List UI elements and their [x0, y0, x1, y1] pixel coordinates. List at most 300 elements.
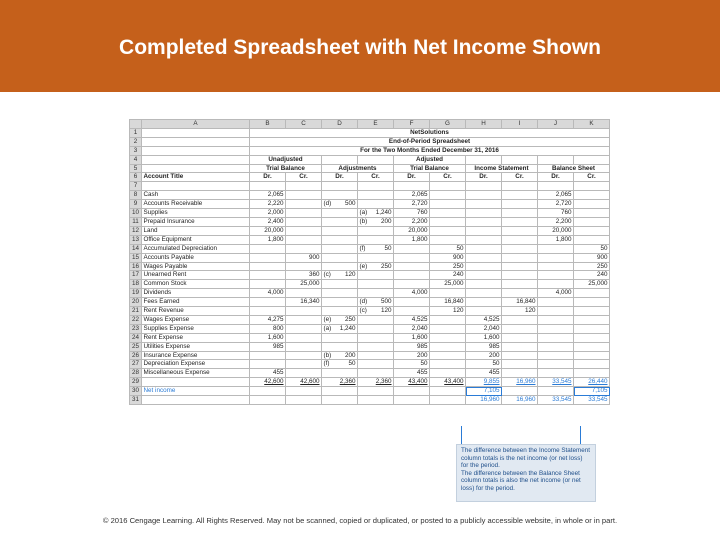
adj-credit	[358, 289, 394, 298]
blank-cell	[286, 396, 322, 405]
credit-header: Cr.	[430, 173, 466, 182]
is-debit: 200	[466, 351, 502, 360]
tb-debit: 2,400	[250, 217, 286, 226]
adj-credit-ref: (c)	[359, 307, 367, 315]
is-credit: 16,840	[502, 298, 538, 307]
atb-debit: 1,800	[394, 235, 430, 244]
is-debit	[466, 271, 502, 280]
account-row	[130, 271, 610, 280]
account-name: Rent Revenue	[142, 307, 250, 316]
atb-credit	[430, 315, 466, 324]
atb-credit	[430, 217, 466, 226]
blank-cell	[142, 137, 250, 146]
is-debit	[466, 307, 502, 316]
tb-debit	[250, 262, 286, 271]
adj-credit-ref: (f)	[359, 244, 366, 252]
tb-credit	[286, 289, 322, 298]
adj-credit	[358, 315, 394, 324]
row-number: 4	[130, 155, 142, 164]
atb-debit: 2,040	[394, 324, 430, 333]
is-debit	[466, 226, 502, 235]
account-row	[130, 280, 610, 289]
is-credit	[502, 360, 538, 369]
adj-credit	[358, 209, 394, 218]
bs-credit	[574, 307, 610, 316]
adj-credit	[358, 253, 394, 262]
account-row	[130, 307, 610, 316]
net-income-row	[130, 387, 610, 396]
is-credit	[502, 324, 538, 333]
row-number: 13	[130, 235, 142, 244]
total-adj-dr: 2,360	[322, 378, 358, 387]
adj-credit	[358, 280, 394, 289]
row-number: 16	[130, 262, 142, 271]
atb-debit: 1,600	[394, 333, 430, 342]
row-number: 14	[130, 244, 142, 253]
row-number: 15	[130, 253, 142, 262]
adj-credit	[358, 262, 394, 271]
bs-debit	[538, 298, 574, 307]
is-debit: 455	[466, 369, 502, 378]
net-income-label: Net income	[142, 387, 250, 396]
atb-debit	[394, 298, 430, 307]
is-debit: 985	[466, 342, 502, 351]
atb-debit: 4,525	[394, 315, 430, 324]
tb-credit	[286, 333, 322, 342]
bs-debit	[538, 351, 574, 360]
adj-credit	[358, 191, 394, 200]
row-number: 30	[130, 387, 142, 396]
tb-credit	[286, 315, 322, 324]
totals-row	[130, 378, 610, 387]
copyright-footer: © 2016 Cengage Learning. All Rights Reserved. May not be scanned, copied or duplicated, or posted to a publicly accessible website, in whole or in part.	[102, 516, 618, 525]
bs-debit	[538, 244, 574, 253]
blank-cell	[430, 396, 466, 405]
net-income-bs: 7,105	[574, 387, 610, 396]
account-row	[130, 200, 610, 209]
row-number: 24	[130, 333, 142, 342]
is-credit: 120	[502, 307, 538, 316]
atb-credit	[430, 200, 466, 209]
atb-credit	[430, 342, 466, 351]
final-is-dr: 16,960	[466, 396, 502, 405]
blank-cell	[466, 182, 502, 191]
bs-debit	[538, 333, 574, 342]
atb-debit: 2,200	[394, 217, 430, 226]
tb-credit	[286, 324, 322, 333]
bs-credit	[574, 369, 610, 378]
atb-credit: 25,000	[430, 280, 466, 289]
account-name: Rent Expense	[142, 333, 250, 342]
final-totals-row	[130, 396, 610, 405]
is-credit	[502, 200, 538, 209]
adj-credit	[358, 200, 394, 209]
blank-cell	[430, 387, 466, 396]
adj-debit	[322, 280, 358, 289]
total-tb-cr: 42,600	[286, 378, 322, 387]
row-number: 29	[130, 378, 142, 387]
column-letter: B	[250, 120, 286, 129]
adj-debit-ref: (e)	[323, 315, 332, 323]
is-credit	[502, 351, 538, 360]
adj-debit-ref: (c)	[323, 271, 331, 279]
row-number: 10	[130, 209, 142, 218]
row-number: 12	[130, 226, 142, 235]
title-row	[130, 137, 610, 146]
account-name: Insurance Expense	[142, 351, 250, 360]
adj-debit	[322, 235, 358, 244]
is-debit: 4,525	[466, 315, 502, 324]
row-number: 18	[130, 280, 142, 289]
tb-debit	[250, 244, 286, 253]
is-debit	[466, 253, 502, 262]
adj-debit-ref: (f)	[323, 360, 330, 368]
totals-label	[142, 378, 250, 387]
column-letter: H	[466, 120, 502, 129]
bs-debit: 20,000	[538, 226, 574, 235]
credit-header: Cr.	[574, 173, 610, 182]
blank-cell	[142, 155, 250, 164]
is-credit	[502, 333, 538, 342]
adj-debit	[322, 226, 358, 235]
bs-debit	[538, 271, 574, 280]
debit-header: Dr.	[394, 173, 430, 182]
adj-debit-value: 1,240	[339, 324, 356, 332]
callout-leader-line	[461, 426, 462, 444]
bs-debit	[538, 342, 574, 351]
adj-credit-value: 250	[380, 262, 392, 270]
adj-credit-ref: (e)	[359, 262, 368, 270]
row-number: 7	[130, 182, 142, 191]
is-credit	[502, 315, 538, 324]
is-debit: 1,600	[466, 333, 502, 342]
atb-debit	[394, 262, 430, 271]
is-debit	[466, 280, 502, 289]
adjusted-label: Adjusted	[394, 155, 466, 164]
adj-credit	[358, 369, 394, 378]
blank-cell	[322, 387, 358, 396]
bs-credit	[574, 191, 610, 200]
is-debit	[466, 262, 502, 271]
account-row	[130, 315, 610, 324]
adj-credit	[358, 360, 394, 369]
is-credit	[502, 235, 538, 244]
bs-credit	[574, 324, 610, 333]
atb-credit	[430, 209, 466, 218]
atb-debit: 4,000	[394, 289, 430, 298]
adj-debit	[322, 351, 358, 360]
account-row	[130, 298, 610, 307]
bs-debit	[538, 360, 574, 369]
is-credit	[502, 253, 538, 262]
tb-debit: 20,000	[250, 226, 286, 235]
adj-credit	[358, 342, 394, 351]
row-number: 27	[130, 360, 142, 369]
bs-debit	[538, 369, 574, 378]
bs-credit: 900	[574, 253, 610, 262]
blank-cell	[430, 182, 466, 191]
row-number: 9	[130, 200, 142, 209]
column-letter: K	[574, 120, 610, 129]
adj-debit	[322, 342, 358, 351]
row-number: 25	[130, 342, 142, 351]
atb-debit: 50	[394, 360, 430, 369]
blank-cell	[538, 155, 574, 164]
blank-cell	[142, 164, 250, 173]
is-credit	[502, 244, 538, 253]
tb-debit	[250, 253, 286, 262]
adj-credit	[358, 217, 394, 226]
adj-debit-value: 120	[344, 271, 356, 279]
adj-credit-ref: (a)	[359, 209, 368, 217]
is-debit	[466, 289, 502, 298]
unadjusted-label: Unadjusted	[250, 155, 322, 164]
bs-debit: 2,720	[538, 200, 574, 209]
account-name: Dividends	[142, 289, 250, 298]
blank-cell	[142, 146, 250, 155]
blank-cell	[394, 182, 430, 191]
blank-cell	[394, 396, 430, 405]
is-credit	[502, 271, 538, 280]
bs-debit	[538, 262, 574, 271]
blank-cell	[394, 387, 430, 396]
is-debit: 2,040	[466, 324, 502, 333]
bs-debit: 1,800	[538, 235, 574, 244]
atb-debit: 455	[394, 369, 430, 378]
account-row	[130, 262, 610, 271]
is-debit	[466, 191, 502, 200]
total-bs-dr: 33,545	[538, 378, 574, 387]
row-number: 6	[130, 173, 142, 182]
atb-credit	[430, 226, 466, 235]
adj-credit-value: 200	[380, 217, 392, 225]
company-name: NetSolutions	[250, 128, 610, 137]
account-row	[130, 244, 610, 253]
adj-credit	[358, 324, 394, 333]
bs-debit	[538, 280, 574, 289]
total-is-dr: 9,855	[466, 378, 502, 387]
atb-credit: 120	[430, 307, 466, 316]
is-debit	[466, 235, 502, 244]
tb-credit: 900	[286, 253, 322, 262]
tb-debit: 4,000	[250, 289, 286, 298]
column-letter: E	[358, 120, 394, 129]
row-number: 23	[130, 324, 142, 333]
tb-credit	[286, 235, 322, 244]
adj-debit	[322, 209, 358, 218]
blank-cell	[250, 182, 286, 191]
blank-cell	[142, 128, 250, 137]
blank-cell	[250, 387, 286, 396]
report-period: For the Two Months Ended December 31, 2016	[250, 146, 610, 155]
callout-leader-line	[580, 426, 581, 444]
tb-credit	[286, 360, 322, 369]
account-row	[130, 342, 610, 351]
tb-credit: 25,000	[286, 280, 322, 289]
row-number: 26	[130, 351, 142, 360]
bs-credit	[574, 226, 610, 235]
atb-credit	[430, 333, 466, 342]
tb-debit	[250, 360, 286, 369]
atb-credit: 16,840	[430, 298, 466, 307]
bs-credit	[574, 298, 610, 307]
atb-credit	[430, 235, 466, 244]
atb-credit	[430, 324, 466, 333]
account-name: Fees Earned	[142, 298, 250, 307]
account-name: Supplies	[142, 209, 250, 218]
is-credit	[502, 262, 538, 271]
atb-credit	[430, 191, 466, 200]
adj-debit-value: 50	[348, 360, 356, 368]
header-row	[130, 155, 610, 164]
blank-cell	[358, 182, 394, 191]
is-credit	[502, 280, 538, 289]
tb-credit	[286, 244, 322, 253]
tb-debit	[250, 307, 286, 316]
atb-debit	[394, 271, 430, 280]
bs-debit	[538, 307, 574, 316]
adjusted-trial-balance-label: Trial Balance	[394, 164, 466, 173]
atb-credit	[430, 360, 466, 369]
adj-credit	[358, 271, 394, 280]
adj-credit-value: 1,240	[375, 209, 392, 217]
account-row	[130, 289, 610, 298]
adj-credit	[358, 307, 394, 316]
tb-credit: 16,340	[286, 298, 322, 307]
row-number: 28	[130, 369, 142, 378]
atb-credit: 240	[430, 271, 466, 280]
column-letter: J	[538, 120, 574, 129]
atb-credit	[430, 289, 466, 298]
adj-credit-value: 500	[380, 298, 392, 306]
blank-cell	[502, 387, 538, 396]
bs-credit	[574, 351, 610, 360]
account-row	[130, 369, 610, 378]
adj-credit	[358, 226, 394, 235]
tb-debit: 2,000	[250, 209, 286, 218]
total-tb-dr: 42,600	[250, 378, 286, 387]
tb-credit	[286, 226, 322, 235]
adj-credit	[358, 351, 394, 360]
bs-credit: 25,000	[574, 280, 610, 289]
debit-header: Dr.	[466, 173, 502, 182]
column-letter: D	[322, 120, 358, 129]
blank-cell	[142, 182, 250, 191]
account-name: Land	[142, 226, 250, 235]
row-number: 17	[130, 271, 142, 280]
tb-credit	[286, 307, 322, 316]
account-name: Prepaid Insurance	[142, 217, 250, 226]
bs-credit: 240	[574, 271, 610, 280]
atb-credit: 250	[430, 262, 466, 271]
adj-debit	[322, 333, 358, 342]
credit-header: Cr.	[502, 173, 538, 182]
spreadsheet	[129, 119, 610, 405]
adj-debit-ref: (d)	[323, 200, 332, 208]
final-bs-dr: 33,545	[538, 396, 574, 405]
is-credit	[502, 209, 538, 218]
account-name: Common Stock	[142, 280, 250, 289]
column-letter: F	[394, 120, 430, 129]
header-row	[130, 173, 610, 182]
account-name: Utilities Expense	[142, 342, 250, 351]
bs-credit	[574, 200, 610, 209]
blank-cell	[358, 155, 394, 164]
bs-credit	[574, 209, 610, 218]
account-name: Cash	[142, 191, 250, 200]
adj-debit-ref: (b)	[323, 351, 332, 359]
total-bs-cr: 26,440	[574, 378, 610, 387]
account-row	[130, 253, 610, 262]
adj-debit	[322, 253, 358, 262]
account-name: Wages Payable	[142, 262, 250, 271]
row-number: 3	[130, 146, 142, 155]
atb-debit	[394, 244, 430, 253]
blank-cell	[574, 155, 610, 164]
is-credit	[502, 342, 538, 351]
tb-debit: 985	[250, 342, 286, 351]
account-row	[130, 235, 610, 244]
adj-credit-value: 120	[380, 307, 392, 315]
account-name: Supplies Expense	[142, 324, 250, 333]
column-letter: I	[502, 120, 538, 129]
atb-credit	[430, 351, 466, 360]
tb-debit	[250, 271, 286, 280]
adj-credit	[358, 298, 394, 307]
is-debit	[466, 298, 502, 307]
bs-debit	[538, 253, 574, 262]
is-credit	[502, 217, 538, 226]
adj-debit	[322, 307, 358, 316]
adj-debit	[322, 298, 358, 307]
blank-cell	[358, 387, 394, 396]
account-row	[130, 333, 610, 342]
row-number: 21	[130, 307, 142, 316]
total-atb-cr: 43,400	[430, 378, 466, 387]
atb-debit: 2,065	[394, 191, 430, 200]
blank-cell	[466, 155, 502, 164]
bs-credit	[574, 217, 610, 226]
credit-header: Cr.	[286, 173, 322, 182]
adj-debit-value: 500	[344, 200, 356, 208]
bs-debit	[538, 315, 574, 324]
blank-cell	[358, 396, 394, 405]
title-row	[130, 128, 610, 137]
trial-balance-label: Trial Balance	[250, 164, 322, 173]
atb-debit	[394, 280, 430, 289]
column-letter: C	[286, 120, 322, 129]
row-number: 31	[130, 396, 142, 405]
adj-debit	[322, 324, 358, 333]
account-row	[130, 226, 610, 235]
final-is-cr: 16,960	[502, 396, 538, 405]
tb-debit: 1,800	[250, 235, 286, 244]
bs-credit	[574, 315, 610, 324]
is-debit	[466, 200, 502, 209]
adj-debit	[322, 369, 358, 378]
account-name: Depreciation Expense	[142, 360, 250, 369]
tb-debit: 2,065	[250, 191, 286, 200]
debit-header: Dr.	[250, 173, 286, 182]
slide-title: Completed Spreadsheet with Net Income Shown	[119, 36, 601, 59]
account-name: Accounts Payable	[142, 253, 250, 262]
blank-cell	[250, 396, 286, 405]
tb-debit: 455	[250, 369, 286, 378]
blank-cell	[286, 182, 322, 191]
blank-cell	[286, 387, 322, 396]
tb-credit	[286, 262, 322, 271]
adj-credit-value: 50	[384, 244, 392, 252]
